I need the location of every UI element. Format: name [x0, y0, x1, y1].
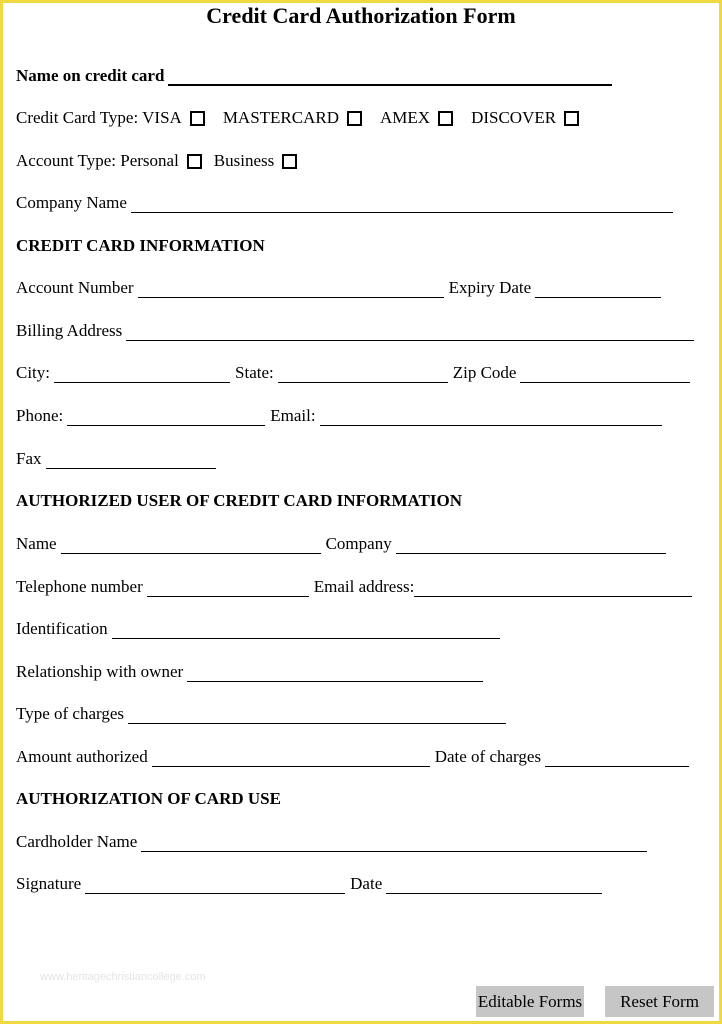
- account-number-label: Account Number: [16, 278, 134, 297]
- company-name-field[interactable]: [131, 194, 673, 213]
- row-phone-email: [16, 404, 667, 426]
- company-field[interactable]: [396, 535, 666, 554]
- email-field[interactable]: [320, 407, 662, 426]
- signature-field[interactable]: [85, 875, 345, 894]
- date-field[interactable]: [386, 875, 602, 894]
- amex-label: AMEX: [380, 108, 431, 127]
- row-identification: [16, 617, 505, 639]
- personal-checkbox[interactable]: [187, 154, 202, 169]
- mastercard-checkbox[interactable]: [347, 111, 362, 126]
- amount-authorized-field[interactable]: [152, 748, 430, 767]
- row-name-on-card: [16, 64, 617, 86]
- row-account-type: [16, 149, 315, 171]
- city-field[interactable]: [54, 364, 230, 383]
- form-title: Credit Card Authorization Form: [206, 3, 516, 28]
- fax-field[interactable]: [46, 450, 216, 469]
- email-address-field[interactable]: [414, 578, 692, 597]
- signature-label: Signature: [16, 874, 82, 893]
- phone-label: Phone:: [16, 406, 64, 425]
- section-authorized-user-heading: AUTHORIZED USER OF CREDIT CARD INFORMATION: [16, 491, 462, 510]
- account-type-personal-label: Account Type: Personal: [16, 151, 179, 170]
- name-on-card-field[interactable]: [168, 66, 612, 86]
- row-name-company: [16, 532, 671, 554]
- state-field[interactable]: [278, 364, 448, 383]
- type-of-charges-field[interactable]: [128, 705, 506, 724]
- cardholder-name-label: Cardholder Name: [16, 832, 138, 851]
- phone-field[interactable]: [67, 407, 265, 426]
- discover-checkbox[interactable]: [564, 111, 579, 126]
- row-type-of-charges: [16, 702, 511, 724]
- name-label: Name: [16, 534, 57, 553]
- identification-label: Identification: [16, 619, 108, 638]
- date-of-charges-label: Date of charges: [434, 747, 542, 766]
- relationship-field[interactable]: [187, 663, 483, 682]
- type-of-charges-label: Type of charges: [16, 704, 125, 723]
- city-label: City:: [16, 363, 51, 382]
- row-company-name: [16, 191, 678, 213]
- reset-form-button[interactable]: Reset Form: [605, 986, 714, 1017]
- visa-checkbox[interactable]: [190, 111, 205, 126]
- row-cardholder-name: [16, 830, 652, 852]
- row-signature-date: [16, 872, 607, 894]
- zip-code-field[interactable]: [520, 364, 690, 383]
- row-relationship: [16, 660, 488, 682]
- row-account-number: [16, 276, 666, 298]
- card-type-visa-label: Credit Card Type: VISA: [16, 108, 182, 127]
- editable-forms-button[interactable]: Editable Forms: [476, 986, 584, 1017]
- telephone-number-field[interactable]: [147, 578, 309, 597]
- row-amount-date: [16, 745, 694, 767]
- identification-field[interactable]: [112, 620, 500, 639]
- telephone-number-label: Telephone number: [16, 577, 143, 596]
- section-credit-card-heading: CREDIT CARD INFORMATION: [16, 236, 265, 255]
- fax-label: Fax: [16, 449, 42, 468]
- business-label: Business: [213, 151, 275, 170]
- row-fax: [16, 447, 221, 469]
- email-label: Email:: [270, 406, 316, 425]
- account-number-field[interactable]: [138, 279, 444, 298]
- company-name-label: Company Name: [16, 193, 127, 212]
- discover-label: DISCOVER: [471, 108, 557, 127]
- cardholder-name-field[interactable]: [141, 833, 647, 852]
- row-city-state-zip: [16, 361, 695, 383]
- watermark: www.heritagechristiancollege.com: [40, 971, 206, 983]
- row-telephone-email: [16, 575, 697, 597]
- name-on-card-label: Name on credit card: [16, 66, 165, 85]
- billing-address-label: Billing Address: [16, 321, 123, 340]
- amount-authorized-label: Amount authorized: [16, 747, 148, 766]
- email-address-label: Email address:: [313, 577, 415, 596]
- row-card-type: [16, 106, 597, 128]
- expiry-date-label: Expiry Date: [448, 278, 532, 297]
- section-authorization-heading: AUTHORIZATION OF CARD USE: [16, 789, 281, 808]
- billing-address-field[interactable]: [126, 322, 694, 341]
- row-billing-address: [16, 319, 699, 341]
- expiry-date-field[interactable]: [535, 279, 661, 298]
- relationship-label: Relationship with owner: [16, 662, 184, 681]
- mastercard-label: MASTERCARD: [222, 108, 339, 127]
- date-label: Date: [350, 874, 383, 893]
- date-of-charges-field[interactable]: [545, 748, 689, 767]
- name-field[interactable]: [61, 535, 321, 554]
- state-label: State:: [235, 363, 274, 382]
- company-label: Company: [325, 534, 392, 553]
- zip-code-label: Zip Code: [452, 363, 517, 382]
- amex-checkbox[interactable]: [438, 111, 453, 126]
- business-checkbox[interactable]: [282, 154, 297, 169]
